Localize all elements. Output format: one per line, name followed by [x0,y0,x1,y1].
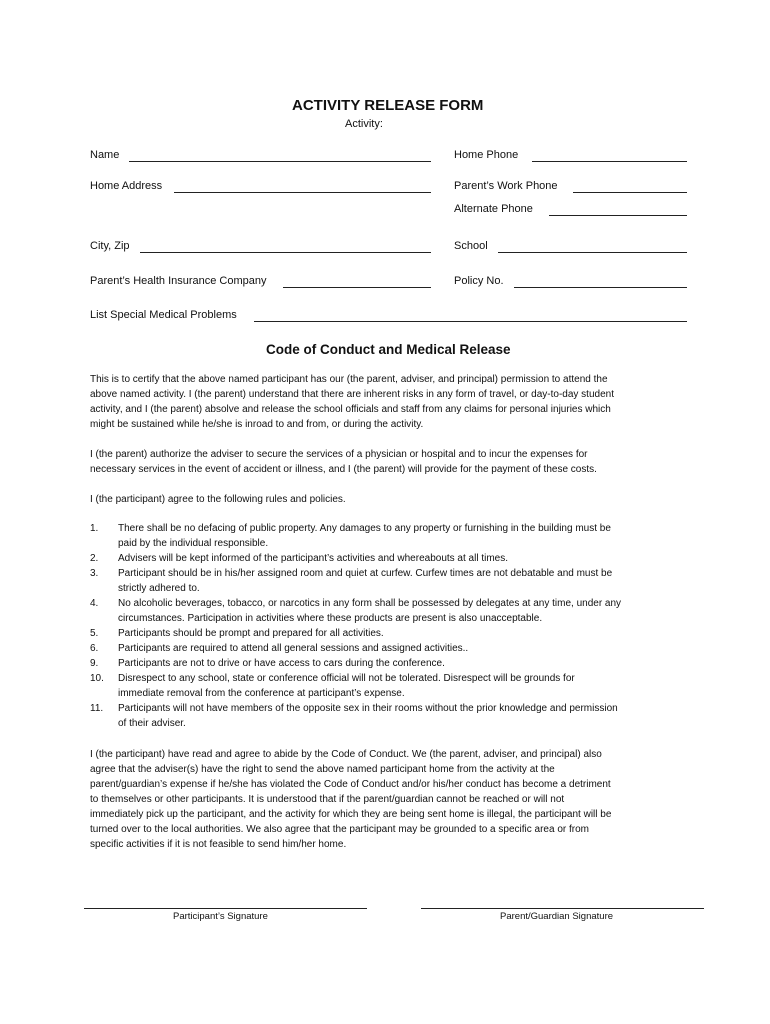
parent-signature-field[interactable] [421,908,704,909]
list-item-text: Advisers will be kept informed of the participant’s activities and whereabouts at all times. [118,553,509,564]
parent-signature-label: Parent/Guardian Signature [500,911,614,922]
alternate-phone-field[interactable] [549,215,687,216]
parents-work-phone-field[interactable] [573,192,687,193]
rules-list [90,521,690,731]
list-item [90,641,690,656]
list-item [90,566,690,596]
list-item-text: of their adviser. [118,718,186,729]
list-item [90,626,690,641]
list-item [90,656,690,671]
paragraph-line: to themselves or other participants. It is understood that if the parent/guardian cannot be reached or will not [90,794,565,805]
list-item [90,701,690,731]
paragraph-line: I (the parent) authorize the adviser to secure the services of a physician or hospital and to incur the expenses for [90,449,588,460]
list-item-text: Participants should be prompt and prepared for all activities. [118,628,384,639]
policy-no-field[interactable] [514,287,687,288]
insurance-company-field[interactable] [283,287,431,288]
list-item-text: circumstances. Participation in activities where these products are present is also unacceptable. [118,613,543,624]
list-item [90,551,690,566]
list-item [90,596,690,626]
name-field[interactable] [129,161,431,162]
participant-signature-label: Participant’s Signature [173,911,268,922]
form-title: ACTIVITY RELEASE FORM [292,97,484,114]
parents-work-phone-label: Parent’s Work Phone [454,180,558,192]
paragraph-line: turned over to the local authorities. We also agree that the participant may be grounded to a specific area or from [90,824,589,835]
alternate-phone-label: Alternate Phone [454,203,533,215]
list-item [90,521,690,551]
city-zip-field[interactable] [140,252,431,253]
list-item-text: Participants are not to drive or have access to cars during the conference. [118,658,445,669]
paragraph-line: might be sustained while he/she is inroad to and from, or during the activity. [90,419,424,430]
paragraph-line: specific activities if it is not feasible to send him/her home. [90,839,347,850]
list-item-text: immediate removal from the conference at participant’s expense. [118,688,405,699]
school-label: School [454,240,488,252]
home-address-field[interactable] [174,192,431,193]
paragraph-rules-intro [90,492,690,507]
list-item-text: Participant should be in his/her assigned room and quiet at curfew. Curfew times are not debatable and must be [118,568,613,579]
paragraph-line: This is to certify that the above named participant has our (the parent, adviser, and principal) permission to attend the [90,374,608,385]
list-item-number: 10. [90,673,104,684]
activity-label: Activity: [345,118,383,130]
list-item-number: 4. [90,598,99,609]
list-item-number: 2. [90,553,99,564]
home-phone-field[interactable] [532,161,687,162]
medical-problems-field[interactable] [254,321,687,322]
paragraph-line: activity, and I (the parent) absolve and release the school officials and staff from any claims for personal injuries which [90,404,611,415]
list-item-text: No alcoholic beverages, tobacco, or narcotics in any form shall be possessed by delegates at any time, under any [118,598,622,609]
list-item-text: There shall be no defacing of public property. Any damages to any property or furnishing in the building must be [118,523,611,534]
list-item-text: Disrespect to any school, state or conference official will not be tolerated. Disrespect will be grounds for [118,673,575,684]
paragraph-line: parent/guardian’s expense if he/she has violated the Code of Conduct and/or his/her conduct has become a detriment [90,779,611,790]
list-item-number: 1. [90,523,99,534]
policy-no-label: Policy No. [454,275,504,287]
list-item [90,671,690,701]
list-item-text: strictly adhered to. [118,583,200,594]
list-item-number: 6. [90,643,99,654]
paragraph-line: above named activity. I (the parent) understand that there are inherent risks in any form of travel, or day-to-day student [90,389,614,400]
list-item-number: 11. [90,703,104,714]
list-item-text: Participants are required to attend all general sessions and assigned activities.. [118,643,469,654]
paragraph-medical [90,447,690,477]
paragraph-consent [90,372,690,432]
insurance-company-label: Parent’s Health Insurance Company [90,275,267,287]
home-phone-label: Home Phone [454,149,519,161]
list-item-number: 3. [90,568,99,579]
paragraph-line: necessary services in the event of accident or illness, and I (the parent) will provide for the payment of these costs. [90,464,597,475]
section-heading: Code of Conduct and Medical Release [266,342,511,357]
city-zip-label: City, Zip [90,240,130,252]
name-label: Name [90,149,120,161]
list-item-number: 9. [90,658,99,669]
paragraph-line: I (the participant) have read and agree to abide by the Code of Conduct. We (the parent, adviser, and principal) also [90,749,602,760]
paragraph-line: agree that the adviser(s) have the right to send the above named participant home from the activity at the [90,764,555,775]
paragraph-agreement [90,747,690,852]
list-item-number: 5. [90,628,99,639]
home-address-label: Home Address [90,180,163,192]
medical-problems-label: List Special Medical Problems [90,309,237,321]
list-item-text: Participants will not have members of the opposite sex in their rooms without the prior knowledge and permission [118,703,618,714]
paragraph-line: immediately pick up the participant, and the activity for which they are being sent home is illegal, the participant will be [90,809,612,820]
participant-signature-field[interactable] [84,908,367,909]
school-field[interactable] [498,252,687,253]
list-item-text: paid by the individual responsible. [118,538,269,549]
paragraph-line: I (the participant) agree to the following rules and policies. [90,494,346,505]
